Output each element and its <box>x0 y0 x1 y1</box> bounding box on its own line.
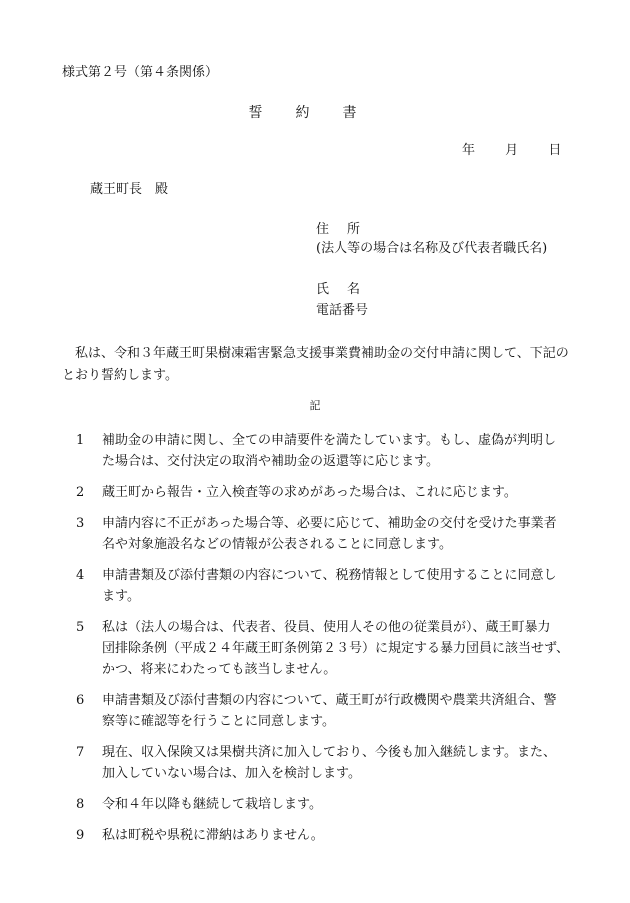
item-text <box>102 565 572 607</box>
item-line: 補助金の申請に関し、全ての申請要件を満たしています。もし、虚偽が判明し <box>102 433 556 448</box>
list-item <box>62 617 572 680</box>
name-label: 氏名 <box>316 282 379 297</box>
date-day: 日 <box>548 143 562 158</box>
item-text <box>102 742 572 784</box>
addressee: 蔵王町長 殿 <box>90 182 169 197</box>
form-number: 様式第２号（第４条関係） <box>62 65 219 80</box>
item-number: 8 <box>76 797 85 812</box>
list-item <box>62 825 572 846</box>
item-text <box>102 482 572 503</box>
list-item <box>62 794 572 815</box>
item-line: 申請内容に不正があった場合等、必要に応じて、補助金の交付を受けた事業者 <box>102 516 557 531</box>
item-line: 令和４年以降も継続して栽培します。 <box>102 797 322 812</box>
item-text <box>102 794 572 815</box>
item-text <box>102 825 572 846</box>
address-note: (法人等の場合は名称及び代表者職氏名) <box>316 241 548 256</box>
item-line: た場合は、交付決定の取消や補助金の返還等に応じます。 <box>102 454 439 469</box>
pledge-list <box>62 430 572 856</box>
item-text <box>102 690 572 732</box>
item-line: 私は（法人の場合は、代表者、役員、使用人その他の従業員が）、蔵王町暴力 <box>102 620 551 635</box>
item-line: ます。 <box>102 589 140 604</box>
intro-paragraph: 私は、令和３年蔵王町果樹凍霜害緊急支援事業費補助金の交付申請に関して、下記のとおり誓約します。 <box>62 346 569 383</box>
item-number: 4 <box>76 568 85 583</box>
item-line: 現在、収入保険又は果樹共済に加入しており、今後も加入継続します。また、 <box>102 745 556 760</box>
list-item <box>62 742 572 784</box>
list-item <box>62 690 572 732</box>
item-line: 蔵王町から報告・立入検査等の求めがあった場合は、これに応じます。 <box>102 485 517 500</box>
list-item <box>62 482 572 503</box>
item-text <box>102 430 572 472</box>
item-number: 6 <box>76 693 85 708</box>
item-line: 名や対象施設名などの情報が公表されることに同意します。 <box>102 537 452 552</box>
ki-heading: 記 <box>309 399 321 412</box>
list-item <box>62 513 572 555</box>
list-item <box>62 565 572 607</box>
date-line <box>462 144 561 157</box>
item-line: 加入していない場合は、加入を検討します。 <box>102 766 361 781</box>
item-line: 私は町税や県税に滞納はありません。 <box>102 828 324 843</box>
phone-label: 電話番号 <box>316 303 369 318</box>
item-line: 団排除条例（平成２４年蔵王町条例第２３号）に規定する暴力団員に該当せず、 <box>102 641 569 656</box>
item-number: 3 <box>76 516 85 531</box>
list-item <box>62 430 572 472</box>
item-number: 1 <box>76 433 85 448</box>
item-number: 5 <box>76 620 85 635</box>
item-number: 9 <box>76 828 85 843</box>
item-number: 7 <box>76 745 85 760</box>
item-line: かつ、将来にわたっても該当しません。 <box>102 662 337 677</box>
item-line: 察等に確認等を行うことに同意します。 <box>102 714 335 729</box>
date-year: 年 <box>462 143 476 158</box>
item-number: 2 <box>76 485 85 500</box>
item-text <box>102 513 572 555</box>
document-title: 誓約書 <box>248 105 390 121</box>
item-line: 申請書類及び添付書類の内容について、蔵王町が行政機関や農業共済組合、警 <box>102 693 557 708</box>
address-label: 住所 <box>316 222 379 237</box>
item-text <box>102 617 572 680</box>
date-month: 月 <box>505 143 519 158</box>
item-line: 申請書類及び添付書類の内容について、税務情報として使用することに同意し <box>102 568 557 583</box>
